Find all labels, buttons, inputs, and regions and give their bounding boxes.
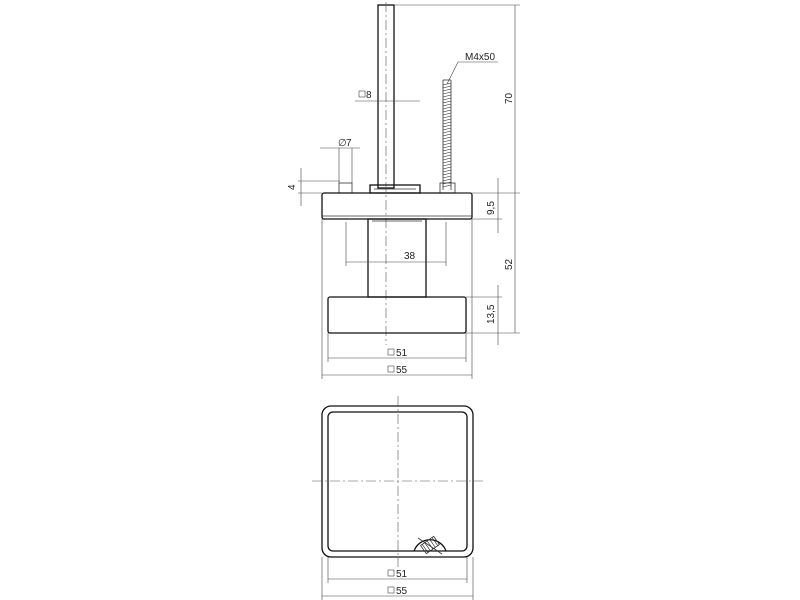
dim-thread: M4x50: [465, 52, 496, 63]
thread-tick: [443, 134, 451, 136]
thread-tick: [443, 167, 451, 169]
dim-diameter-symbol: ∅: [338, 138, 347, 149]
front-view: [312, 396, 483, 567]
screw-head-right: [440, 183, 455, 193]
dim-length-52: 52: [504, 258, 515, 270]
thread-tick: [443, 104, 451, 106]
thread-tick: [443, 152, 451, 154]
knob-neck: [368, 219, 426, 297]
rose-plate: [322, 193, 472, 219]
dim-square-55-front: 55: [396, 586, 408, 597]
thread-tick: [443, 101, 451, 103]
thread-tick: [443, 155, 451, 157]
side-view: [322, 2, 472, 345]
thread-tick: [443, 128, 451, 130]
dim-square-8: 8: [366, 90, 372, 101]
dim-square-51-side: 51: [396, 348, 408, 359]
thread-tick: [443, 173, 451, 175]
dim-diameter-7: 7: [346, 138, 352, 149]
dim-rose-9-5: 9,5: [486, 201, 497, 215]
dim-length-70: 70: [504, 92, 515, 104]
thread-tick: [443, 176, 451, 178]
thread-tick: [443, 137, 451, 139]
thread-tick: [443, 107, 451, 109]
thread-tick: [443, 113, 451, 115]
thread-tick: [443, 86, 451, 88]
thread-tick: [443, 179, 451, 181]
thread-tick: [443, 98, 451, 100]
thread-tick: [443, 140, 451, 142]
thread-tick: [443, 185, 451, 187]
thread-tick: [443, 161, 451, 163]
thread-tick: [443, 146, 451, 148]
side-dimensions: [287, 5, 520, 379]
thread-tick: [443, 164, 451, 166]
front-dimensions: [322, 557, 473, 600]
thread-tick: [443, 131, 451, 133]
thread-tick: [443, 122, 451, 124]
threaded-bolt: [443, 80, 451, 190]
thread-tick: [443, 95, 451, 97]
thread-tick: [443, 149, 451, 151]
thread-tick: [443, 110, 451, 112]
front-inner-square: [328, 412, 467, 551]
screw-head-left: [339, 183, 352, 193]
dim-base-13-5: 13,5: [486, 304, 497, 324]
thread-tick: [443, 158, 451, 160]
thread-tick: [443, 143, 451, 145]
dim-square-55-side: 55: [396, 365, 408, 376]
knob-base: [328, 297, 466, 333]
thread-tick: [443, 119, 451, 121]
dim-width-38: 38: [404, 251, 416, 262]
thread-tick: [443, 89, 451, 91]
thread-tick: [443, 116, 451, 118]
front-outer-square: [322, 406, 473, 557]
thread-tick: [443, 170, 451, 172]
dim-square-51-front: 51: [396, 569, 408, 580]
thread-tick: [443, 92, 451, 94]
dim-thickness-4: 4: [287, 184, 298, 190]
thread-tick: [443, 125, 451, 127]
